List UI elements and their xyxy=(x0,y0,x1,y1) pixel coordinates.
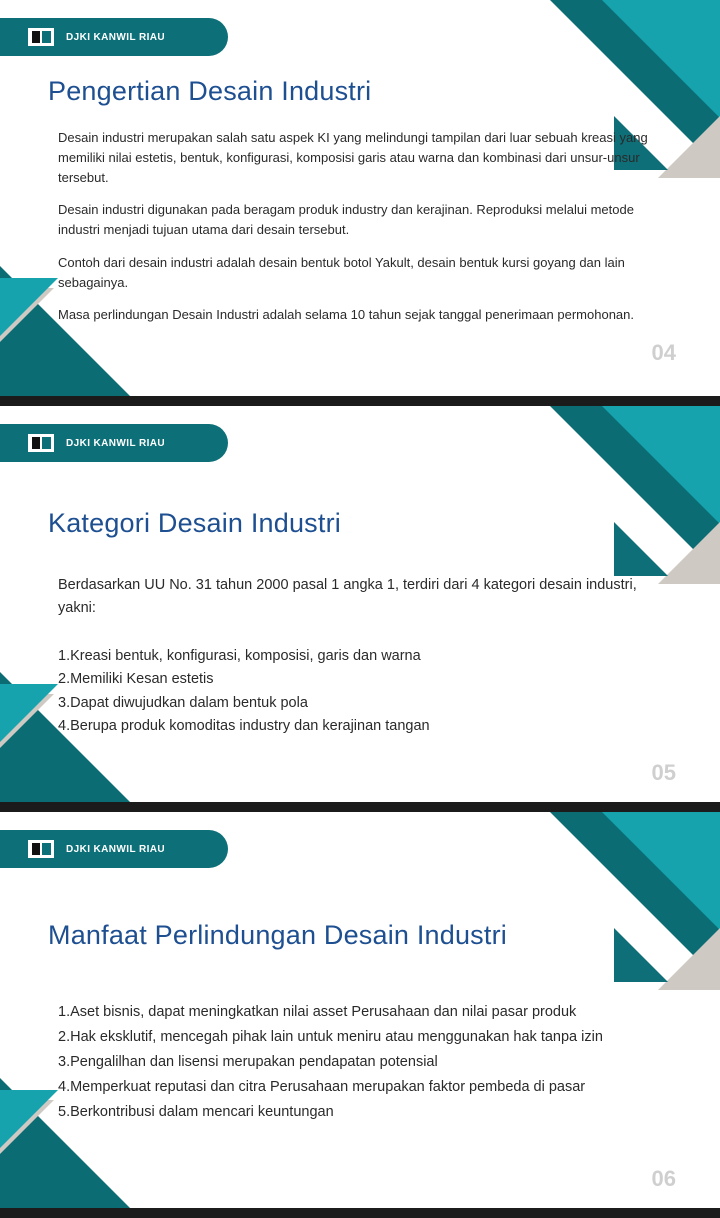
lead-paragraph: Berdasarkan UU No. 31 tahun 2000 pasal 1 angka 1, terdiri dari 4 kategori desain industri, yakni: xyxy=(58,577,637,617)
brand-badge xyxy=(0,830,228,868)
list-item: 2.Memiliki Kesan estetis xyxy=(58,671,214,688)
decor-corner-triangle-top-right-light xyxy=(602,0,720,118)
djki-logo-icon xyxy=(28,840,54,858)
brand-label: DJKI KANWIL RIAU xyxy=(66,843,165,855)
slide-body xyxy=(58,128,660,338)
decor-corner-triangle-bottom-left-grey xyxy=(0,288,54,342)
decor-corner-triangle-top-right-dark xyxy=(550,406,720,576)
djki-logo-icon xyxy=(28,434,54,452)
brand-badge xyxy=(0,18,228,56)
decor-corner-triangle-right-grey xyxy=(658,116,720,178)
decor-corner-triangle-bottom-left-grey xyxy=(0,694,54,748)
decor-corner-triangle-bottom-left-light xyxy=(0,278,58,336)
paragraph: Desain industri merupakan salah satu aspek KI yang melindungi tampilan dari luar sebuah kreasi yang memiliki nilai estetis, bentuk, konfigurasi, komposisi garis atau warna dan kombinasi dari unsur-unsur tersebut. xyxy=(58,130,648,185)
list-item: 1.Kreasi bentuk, konfigurasi, komposisi, garis dan warna xyxy=(58,647,421,664)
benefit-list xyxy=(58,1000,660,1125)
list-item: 3.Dapat diwujudkan dalam bentuk pola xyxy=(58,694,308,711)
decor-corner-triangle-bottom-left-light xyxy=(0,1090,58,1148)
page-number: 05 xyxy=(651,760,676,785)
page-number: 06 xyxy=(651,1166,676,1191)
list-item: 3.Pengalilhan dan lisensi merupakan pendapatan potensial xyxy=(58,1053,438,1070)
decor-corner-triangle-bottom-left-grey xyxy=(0,1100,54,1154)
category-list xyxy=(58,645,660,739)
slide-body xyxy=(58,1000,660,1125)
decor-corner-triangle-top-right-dark xyxy=(550,812,720,982)
decor-corner-triangle-top-right-light xyxy=(602,812,720,930)
decor-corner-triangle-right-grey xyxy=(658,928,720,990)
decor-corner-triangle-right-deep xyxy=(614,928,668,982)
paragraph: Masa perlindungan Desain Industri adalah selama 10 tahun sejak tanggal penerimaan permohonan. xyxy=(58,307,634,323)
decor-corner-triangle-top-right-light xyxy=(602,406,720,524)
list-item: 4.Memperkuat reputasi dan citra Perusahaan merupakan faktor pembeda di pasar xyxy=(58,1078,586,1095)
slide-title: Manfaat Perlindungan Desain Industri xyxy=(48,920,507,950)
slide-title: Kategori Desain Industri xyxy=(48,508,341,538)
brand-label: DJKI KANWIL RIAU xyxy=(66,31,165,43)
list-item: 2.Hak eksklutif, mencegah pihak lain untuk meniru atau menggunakan hak tanpa izin xyxy=(58,1028,603,1045)
slide-body xyxy=(58,574,660,739)
brand-label: DJKI KANWIL RIAU xyxy=(66,437,165,449)
list-item: 5.Berkontribusi dalam mencari keuntungan xyxy=(58,1103,334,1120)
decor-corner-triangle-right-grey xyxy=(658,522,720,584)
slide-05 xyxy=(0,406,720,802)
brand-badge xyxy=(0,424,228,462)
decor-corner-triangle-bottom-left-light xyxy=(0,684,58,742)
decor-corner-triangle-right-deep xyxy=(614,522,668,576)
slide-title: Pengertian Desain Industri xyxy=(48,76,372,106)
paragraph: Desain industri digunakan pada beragam produk industry dan kerajinan. Reproduksi melalui metode industri menjadi tujuan utama dari desain tersebut. xyxy=(58,202,634,237)
slide-06 xyxy=(0,812,720,1208)
page-number: 04 xyxy=(651,340,676,365)
list-item: 1.Aset bisnis, dapat meningkatkan nilai asset Perusahaan dan nilai pasar produk xyxy=(58,1004,577,1020)
paragraph: Contoh dari desain industri adalah desain bentuk botol Yakult, desain bentuk kursi goyang dan lain sebagainya. xyxy=(58,254,625,290)
slide-04 xyxy=(0,0,720,396)
list-item: 4.Berupa produk komoditas industry dan kerajinan tangan xyxy=(58,718,430,735)
djki-logo-icon xyxy=(28,28,54,46)
